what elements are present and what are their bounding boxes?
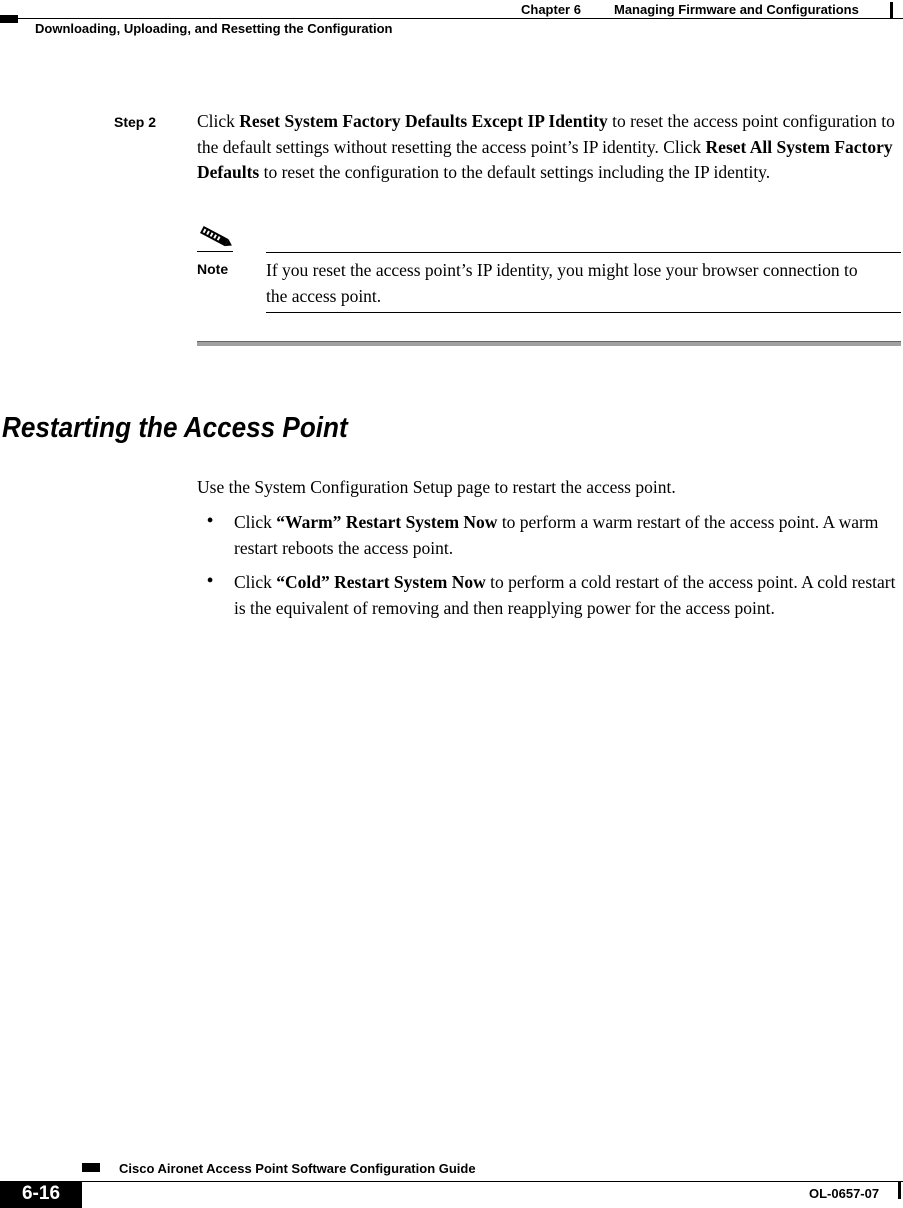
- guide-title: Cisco Aironet Access Point Software Configuration Guide: [119, 1161, 476, 1176]
- note-bottom-rule: [266, 312, 901, 313]
- note-icon-rule: [197, 251, 233, 252]
- step-text: Click Reset System Factory Defaults Except IP Identity to reset the access point configuration to the default settings without resetting the access point’s IP identity. Click Reset All System Factory Defaults to reset the configuration to the default settings including the IP identity.: [197, 111, 895, 182]
- section-heading: Restarting the Access Point: [2, 412, 348, 444]
- section-divider: [197, 341, 901, 346]
- header-rule: [0, 18, 903, 19]
- footer-end-tick: [898, 1182, 901, 1199]
- footer-rule: [82, 1181, 903, 1182]
- list-item: Click “Cold” Restart System Now to perform a cold restart of the access point. A cold restart is the equivalent of removing and then reapplying power for the access point.: [234, 572, 896, 618]
- bullet-marker: •: [207, 510, 214, 530]
- section-intro: Use the System Configuration Setup page to restart the access point.: [197, 477, 676, 497]
- reset-except-ip-label: Reset System Factory Defaults Except IP Identity: [239, 111, 608, 131]
- bullet-marker: •: [207, 570, 214, 590]
- header-tick: [890, 2, 893, 19]
- footer-tick: [82, 1163, 100, 1172]
- chapter-label: Chapter 6: [521, 2, 581, 17]
- doc-number: OL-0657-07: [809, 1186, 880, 1201]
- warm-restart-label: “Warm” Restart System Now: [276, 512, 498, 532]
- note-label: Note: [197, 261, 229, 277]
- note-pencil-icon: [197, 224, 235, 250]
- page-number-box: [0, 1181, 82, 1208]
- section-title: Downloading, Uploading, and Resetting the Configuration: [35, 21, 393, 36]
- chapter-title: Managing Firmware and Configurations: [614, 2, 859, 17]
- note-text: If you reset the access point’s IP identity, you might lose your browser connection to the access point.: [266, 260, 858, 306]
- cold-restart-label: “Cold” Restart System Now: [276, 572, 486, 592]
- page-number: 6-16: [21, 1183, 61, 1204]
- reset-all-label: Reset All System Factory Defaults: [197, 136, 893, 182]
- step-label: Step 2: [114, 114, 157, 130]
- list-item: Click “Warm” Restart System Now to perform a warm restart of the access point. A warm restart reboots the access point.: [234, 512, 879, 558]
- header-block: [0, 15, 18, 23]
- note-top-rule: [266, 252, 901, 253]
